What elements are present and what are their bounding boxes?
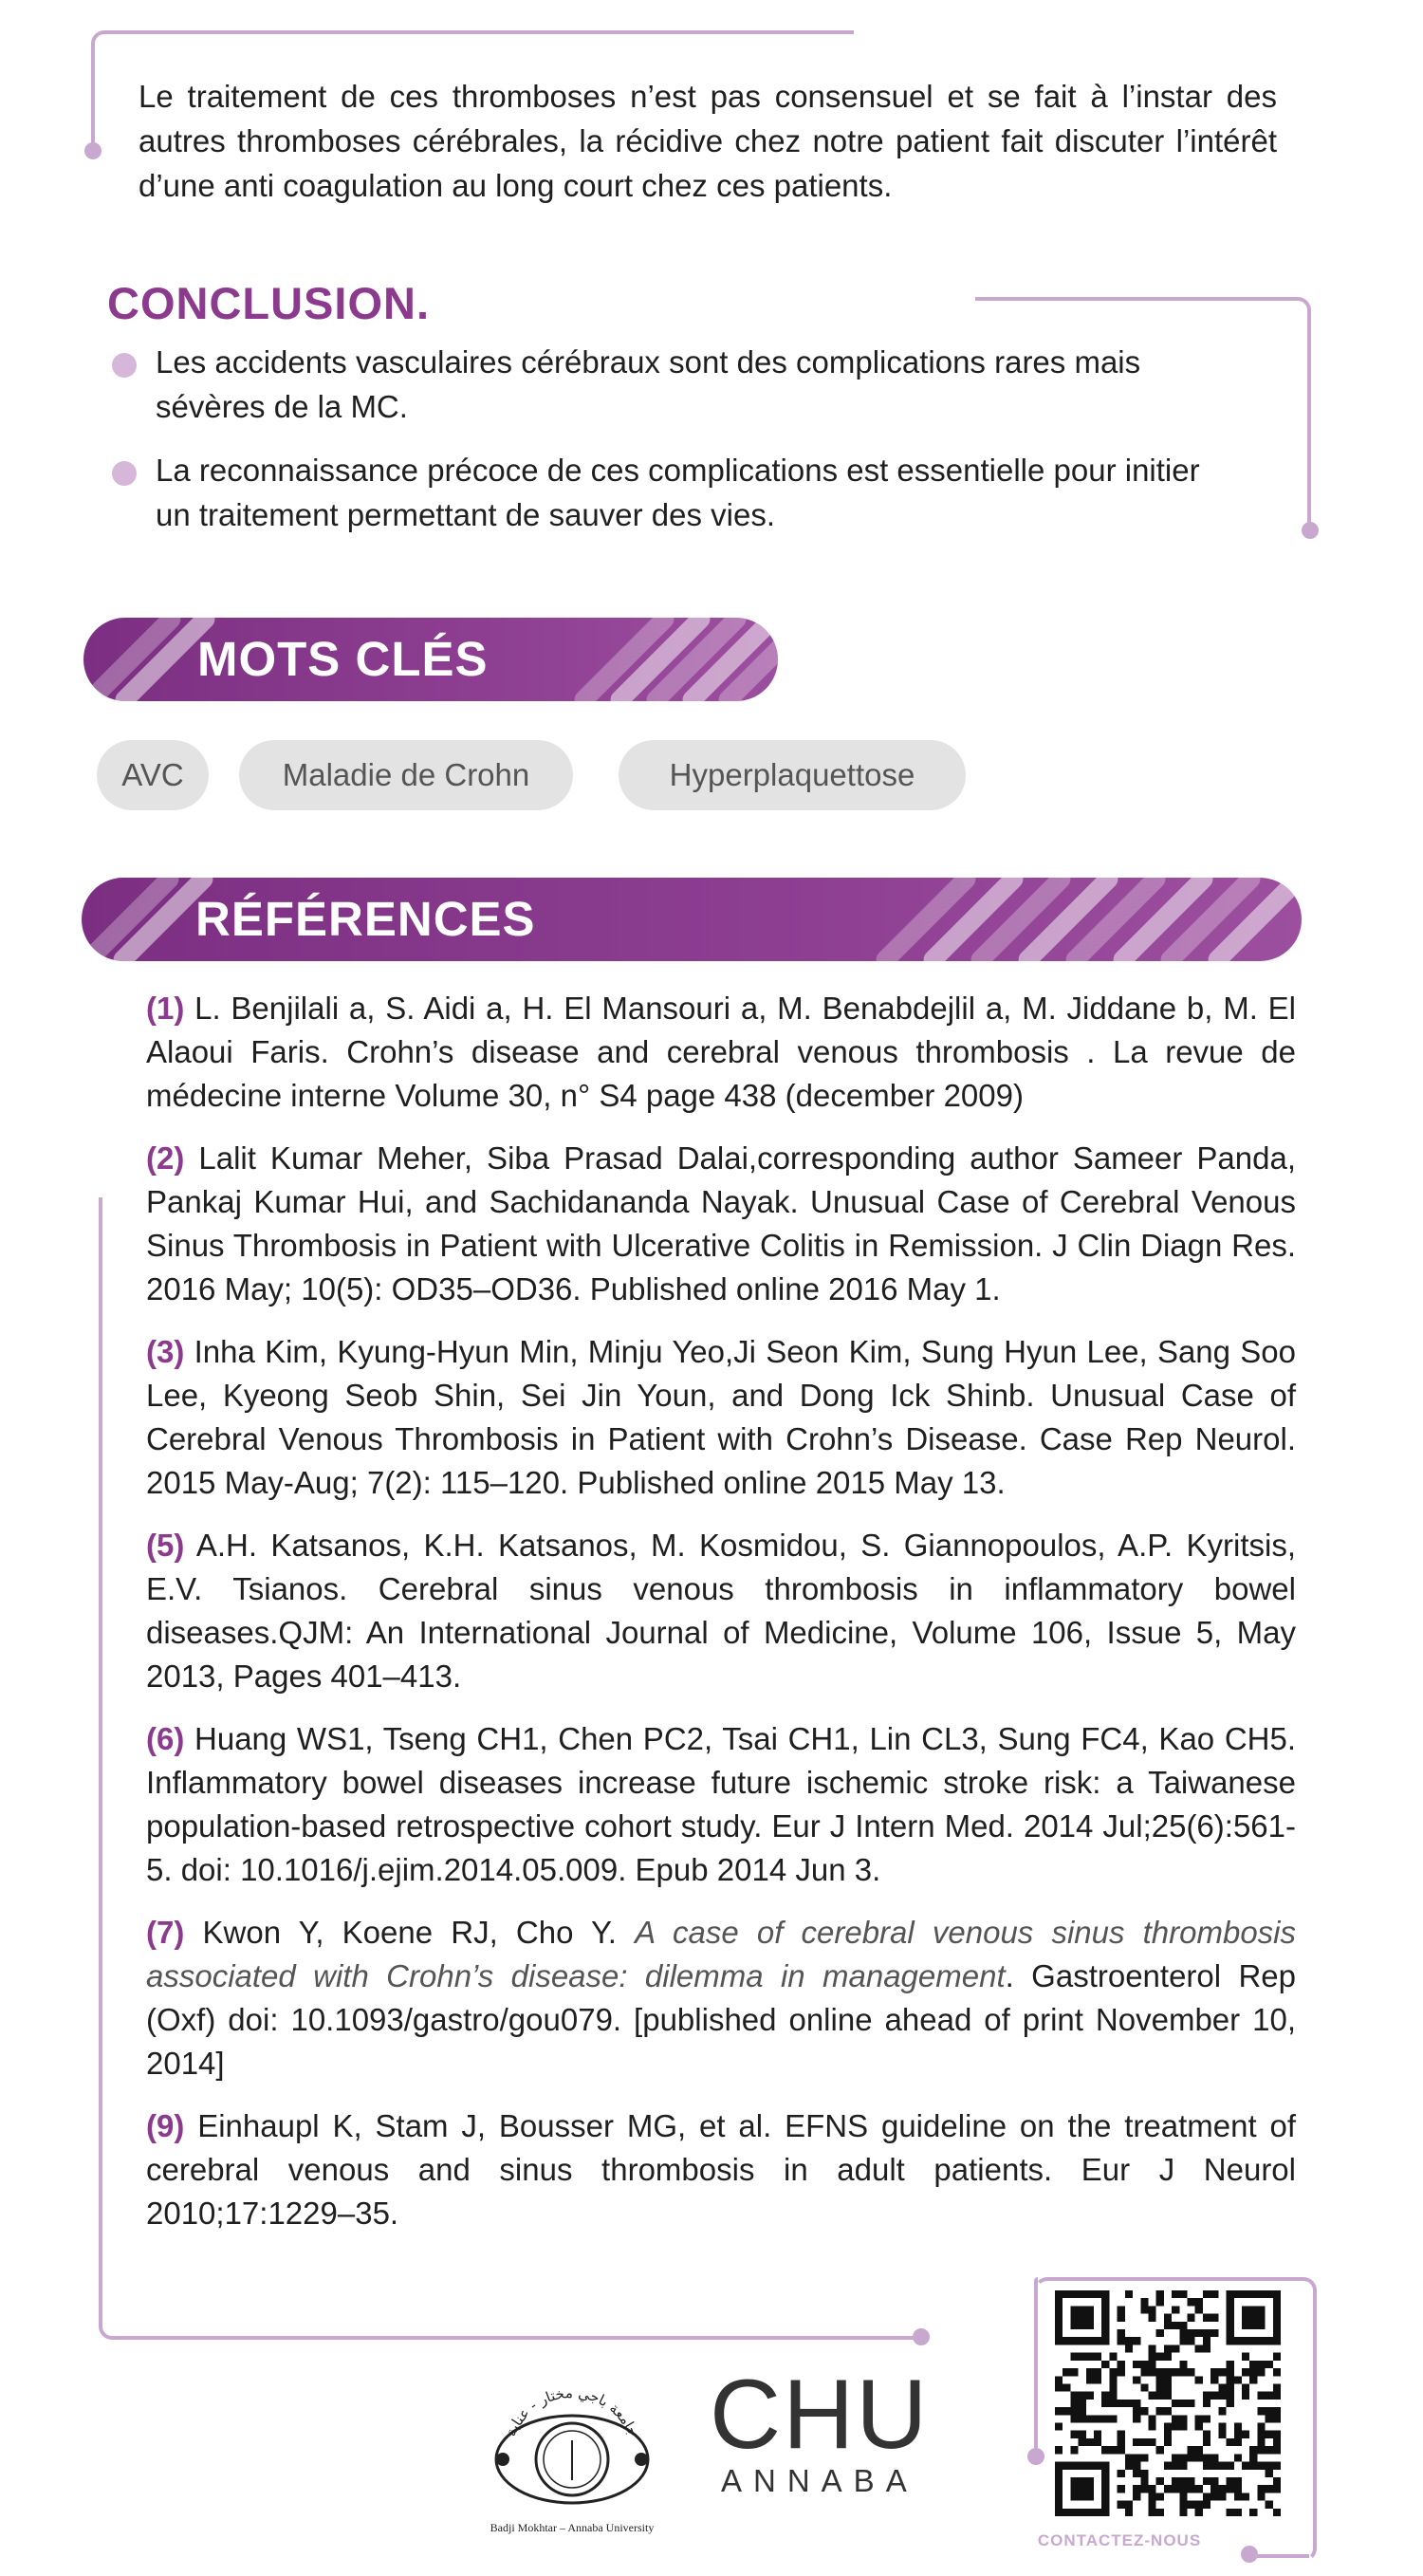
conclusion-item: [112, 448, 1241, 537]
frame-dot-qr-bottom: [1241, 2546, 1258, 2563]
reference-number: (6): [146, 1721, 185, 1756]
reference-item: [146, 1911, 1296, 2085]
intro-paragraph: Le traitement de ces thromboses n’est pas consensuel et se fait à l’instar des autres thromboses cérébrales, la récidive chez notre patient fait discuter l’intérêt d’une anti coagulation au long court chez ces patients.: [139, 79, 1277, 203]
frame-dot-top: [84, 142, 102, 159]
frame-dot-conclusion: [1302, 522, 1319, 539]
qr-finder: [1070, 2306, 1094, 2329]
reference-text: A.H. Katsanos, K.H. Katsanos, M. Kosmidou, S. Giannopoulos, A.P. Kyritsis, E.V. Tsianos. Cerebral sinus venous thrombosis in inflammatory bowel diseases.QJM: An International Journal of Medicine, Volume 106, Issue 5, May 2013, Pages 401–413.: [146, 1528, 1296, 1694]
references-banner: [82, 878, 1302, 961]
qr-finder: [1070, 2477, 1094, 2501]
reference-number: (3): [146, 1334, 185, 1369]
bullet-icon: [112, 353, 137, 378]
university-latin-name: Badji Mokhtar – Annaba University: [490, 2521, 655, 2534]
conclusion-item-text: La reconnaissance précoce de ces complications est essentielle pour initier un traitement permettant de sauver des vies.: [156, 453, 1200, 532]
frame-line-qr-bottom: [1252, 2541, 1309, 2558]
reference-item: [146, 1330, 1296, 1505]
conclusion-title: CONCLUSION.: [107, 278, 430, 328]
reference-text: Lalit Kumar Meher, Siba Prasad Dalai,corresponding author Sameer Panda, Pankaj Kumar Hui, and Sachidananda Nayak. Unusual Case of Cerebral Venous Sinus Thrombosis in Patient with Ulcerative Colitis in Remission. J Clin Diagn Res. 2016 May; 10(5): OD35–OD36. Published online 2016 May 1.: [146, 1140, 1296, 1307]
reference-item: [146, 1717, 1296, 1892]
conclusion-item: [112, 340, 1241, 429]
chu-logo: [710, 2360, 930, 2499]
university-seal-logo: [482, 2372, 662, 2543]
reference-text: Huang WS1, Tseng CH1, Chen PC2, Tsai CH1, Lin CL3, Sung FC4, Kao CH5. Inflammatory bowel diseases increase future ischemic stroke risk: a Taiwanese population-based retrospective cohort study. Eur J Intern Med. 2014 Jul;25(6):561-5. doi: 10.1016/j.ejim.2014.05.009. Epub 2014 Jun 3.: [146, 1721, 1296, 1887]
reference-number: (7): [146, 1915, 185, 1950]
conclusion-item-text: Les accidents vasculaires cérébraux sont des complications rares mais sévères de la MC.: [156, 344, 1141, 424]
chu-logo-main: CHU: [710, 2360, 930, 2470]
reference-number: (1): [146, 991, 185, 1026]
reference-item: [146, 1524, 1296, 1698]
frame-dot-references: [913, 2328, 930, 2345]
reference-text: L. Benjilali a, S. Aidi a, H. El Mansouri a, M. Benabdejlil a, M. Jiddane b, M. El Alaoui Faris. Crohn’s disease and cerebral venous thrombosis . La revue de médecine interne Volume 30, n° S4 page 438 (december 2009): [146, 991, 1296, 1113]
bullet-icon: [112, 461, 137, 486]
reference-item: [146, 987, 1296, 1118]
frame-dot-qr-left: [1027, 2448, 1044, 2465]
keyword-tag: Maladie de Crohn: [239, 740, 573, 810]
keywords-banner: [83, 618, 778, 701]
references-list: [146, 987, 1296, 2254]
references-title: RÉFÉRENCES: [195, 892, 536, 946]
conclusion-list: [112, 340, 1241, 556]
reference-number: (9): [146, 2108, 185, 2143]
reference-number: (5): [146, 1528, 185, 1563]
keywords-title: MOTS CLÉS: [197, 632, 489, 686]
qr-finder: [1242, 2306, 1266, 2329]
reference-text: . Gastroenterol Rep (Oxf) doi: 10.1093/gastro/gou079. [published online ahead of print November 10, 2014]: [146, 1958, 1296, 2081]
reference-title-italic: A case of cerebral venous sinus thrombosis associated with Crohn’s disease: dilemma in management: [146, 1915, 1297, 1993]
reference-text: Kwon Y, Koene RJ, Cho Y.: [202, 1915, 617, 1950]
keyword-tag: Hyperplaquettose: [619, 740, 966, 810]
reference-item: [146, 2104, 1296, 2235]
reference-text: Inha Kim, Kyung-Hyun Min, Minju Yeo,Ji Seon Kim, Sung Hyun Lee, Sang Soo Lee, Kyeong Seob Shin, Sei Jin Youn, and Dong Ick Shinb. Unusual Case of Cerebral Venous Thrombosis in Patient with Crohn’s Disease. Case Rep Neurol. 2015 May-Aug; 7(2): 115–120. Published online 2015 May 13.: [146, 1334, 1296, 1500]
qr-code-icon[interactable]: [1055, 2290, 1281, 2516]
university-arabic-name: جامعة باجي مختار - عنابة: [502, 2383, 642, 2439]
keyword-tag: AVC: [97, 740, 209, 810]
contact-link[interactable]: CONTACTEZ-NOUS: [1037, 2531, 1202, 2549]
reference-text: Einhaupl K, Stam J, Bousser MG, et al. EFNS guideline on the treatment of cerebral venous and sinus thrombosis in adult patients. Eur J Neurol 2010;17:1229–35.: [146, 2108, 1296, 2231]
reference-number: (2): [146, 1140, 185, 1176]
frame-line-qr-left: [1034, 2277, 1038, 2448]
reference-item: [146, 1137, 1296, 1311]
chu-logo-sub: ANNABA: [721, 2463, 918, 2498]
